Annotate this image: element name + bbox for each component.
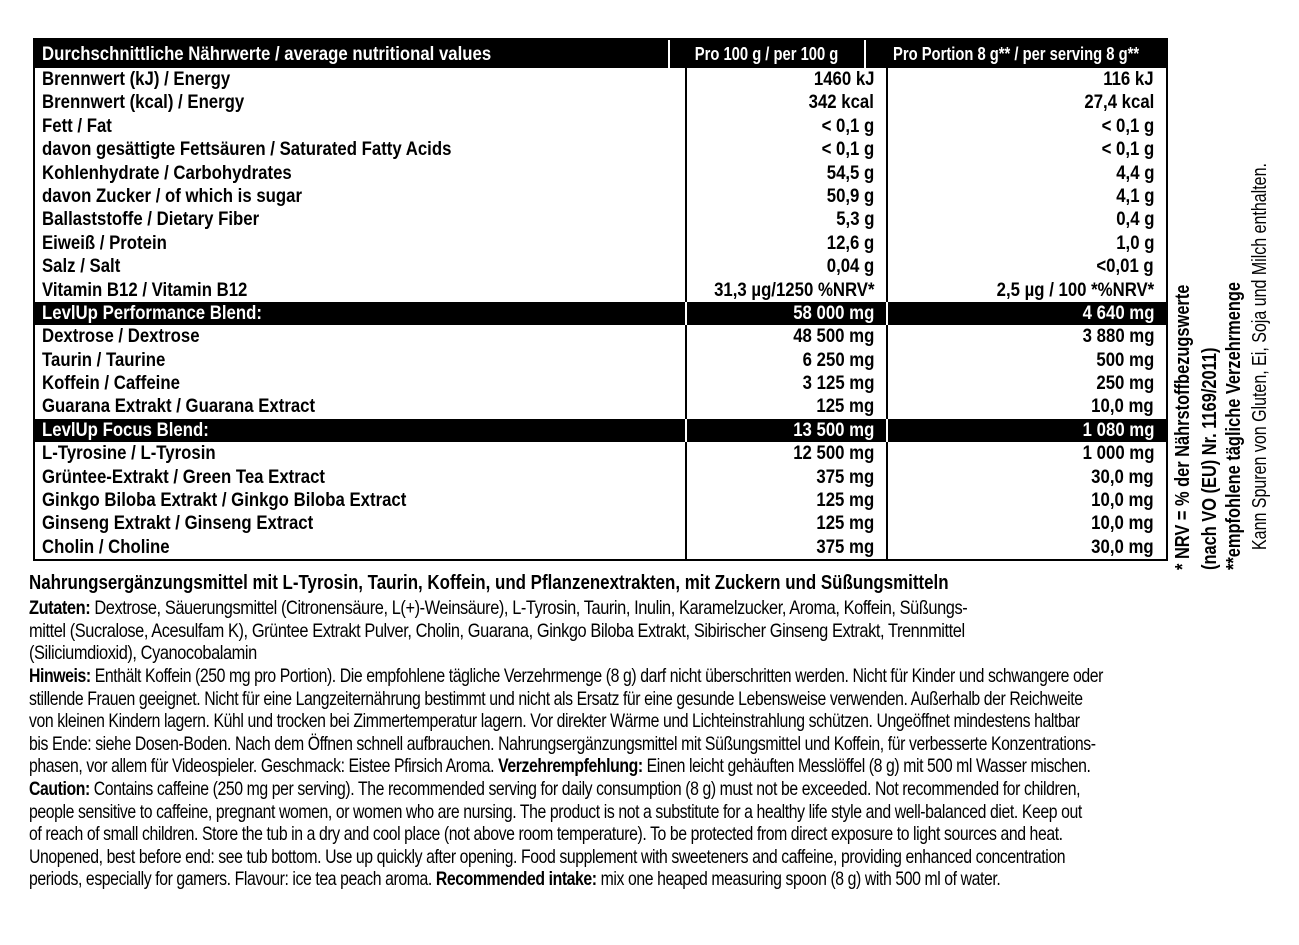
ingredients-line: mittel (Sucralose, Acesulfam K), Grüntee Extrakt Pulver, Cholin, Guarana, Ginkgo Biloba Extrakt, Sibirischer Ginseng Extrakt, Trennmittel: [29, 619, 965, 642]
header-per-100g: Pro 100 g / per 100 g: [668, 40, 864, 68]
ingredient-name: Guarana Extrakt / Guarana Extract: [42, 395, 316, 418]
nutrient-name: Vitamin B12 / Vitamin B12: [42, 278, 248, 301]
ingredients-line: (Siliciumdioxid), Cyanocobalamin: [29, 642, 257, 665]
notice-label: Hinweis:: [29, 665, 91, 687]
ingredients-label: Zutaten:: [29, 597, 91, 619]
table-row: [35, 325, 1166, 348]
ingredient-name: Ginseng Extrakt / Ginseng Extract: [42, 512, 314, 535]
recommended-intake-label: Recommended intake:: [435, 868, 597, 891]
ingredient-name: L-Tyrosine / L-Tyrosin: [42, 442, 216, 465]
ingredient-serving: 30,0 mg: [1091, 465, 1154, 488]
ingredient-serving: 30,0 mg: [1091, 535, 1154, 558]
table-row: [35, 255, 1166, 278]
table-row: [35, 138, 1166, 161]
blend-serving: 4 640 mg: [1082, 301, 1154, 324]
nutrients-group: [35, 68, 1166, 302]
ingredient-per100: 12 500 mg: [792, 442, 874, 465]
nutrient-per100: 0,04 g: [826, 255, 874, 278]
table-row: [35, 162, 1166, 185]
nutrient-per100: 1460 kJ: [813, 68, 874, 90]
nutrient-name: Brennwert (kcal) / Energy: [42, 91, 245, 114]
serving-note: **empfohlene tägliche Verzehrmenge: [1223, 281, 1245, 570]
notice-line: bis Ende: siehe Dosen-Boden. Nach dem Öffnen schnell aufbrauchen. Nahrungsergänzungsmittel mit Süßungsmittel und Koffein, für verbesserte Konzentrations-: [29, 732, 1096, 755]
table-row: [35, 232, 1166, 255]
nutrient-per100: < 0,1 g: [821, 138, 874, 161]
nutrition-table: [33, 38, 1168, 561]
table-row: [35, 91, 1166, 114]
blend-per100: 13 500 mg: [792, 418, 874, 441]
nutrient-name: Eiweiß / Protein: [42, 231, 167, 254]
nutrient-serving: 27,4 kcal: [1084, 91, 1154, 114]
nutrient-per100: < 0,1 g: [821, 114, 874, 137]
nutrient-per100: 54,5 g: [826, 161, 874, 184]
notice-line: stillende Frauen geeignet. Nicht für eine Langzeiternährung bestimmt und nicht als Ersatz für eine gesunde Lebensweise verwenden. Außerhalb der Reichweite: [29, 687, 1083, 710]
recommended-intake-text: mix one heaped measuring spoon (8 g) with 500 ml of water.: [596, 868, 1001, 891]
blend-per100: 58 000 mg: [792, 301, 874, 324]
ingredient-serving: 1 000 mg: [1082, 442, 1154, 465]
blend-title: LevlUp Focus Blend:: [42, 418, 209, 441]
table-row: [35, 489, 1166, 512]
table-row: [35, 208, 1166, 231]
table-row: [35, 512, 1166, 535]
table-row: [35, 185, 1166, 208]
ingredient-per100: 125 mg: [816, 489, 874, 512]
nutrient-per100: 31,3 µg/1250 %NRV*: [713, 278, 874, 301]
nutrient-name: Kohlenhydrate / Carbohydrates: [42, 161, 292, 184]
ingredient-serving: 3 880 mg: [1082, 325, 1154, 348]
ingredient-name: Grüntee-Extrakt / Green Tea Extract: [42, 465, 326, 488]
product-description: Nahrungsergänzungsmittel mit L-Tyrosin, Taurin, Koffein, und Pflanzenextrakten, mit Zuckern und Süßungsmitteln: [29, 572, 949, 594]
header-title: Durchschnittliche Nährwerte / average nutritional values: [42, 43, 492, 65]
nutrient-name: Brennwert (kJ) / Energy: [42, 68, 231, 90]
nutrient-per100: 342 kcal: [808, 91, 874, 114]
recommendation-text: Einen leicht gehäuften Messlöffel (8 g) mit 500 ml Wasser mischen.: [642, 755, 1091, 778]
ingredient-per100: 375 mg: [816, 465, 874, 488]
notice-line: von kleinen Kindern lagern. Kühl und trocken bei Zimmertemperatur lagern. Vor direkter Wärme und Lichteinstrahlung schützen. Ungeöffnet mindestens haltbar: [29, 710, 1080, 733]
ingredient-serving: 10,0 mg: [1091, 512, 1154, 535]
table-row: [35, 68, 1166, 91]
caution-line: periods, especially for gamers. Flavour: ice tea peach aroma.: [29, 868, 436, 891]
nutrient-name: Fett / Fat: [42, 114, 112, 137]
nutrient-per100: 5,3 g: [835, 208, 874, 231]
nutrient-name: davon Zucker / of which is sugar: [42, 184, 303, 207]
caution-line: Contains caffeine (250 mg per serving). The recommended serving for daily consumption (8 g) must not be exceeded. Not recommended for children,: [89, 778, 1081, 800]
ingredients-section: [29, 597, 1279, 665]
table-row: [35, 115, 1166, 138]
table-row: [35, 372, 1166, 395]
nutrient-serving: 116 kJ: [1103, 68, 1154, 90]
recommendation-label: Verzehrempfehlung:: [498, 755, 643, 778]
ingredient-per100: 3 125 mg: [802, 372, 874, 395]
table-row: [35, 536, 1166, 559]
caution-label: Caution:: [29, 778, 90, 800]
ingredient-per100: 125 mg: [816, 395, 874, 418]
table-header: [35, 40, 1166, 68]
performance-blend-header: [35, 302, 1166, 325]
nutrient-serving: 4,1 g: [1115, 184, 1154, 207]
table-row: [35, 279, 1166, 302]
ingredient-per100: 6 250 mg: [802, 348, 874, 371]
nrv-regulation-note: (nach VO (EU) Nr. 1169/2011): [1199, 347, 1221, 570]
ingredient-serving: 500 mg: [1096, 348, 1154, 371]
nutrient-name: Salz / Salt: [42, 255, 121, 278]
nutrient-serving: 2,5 µg / 100 *%NRV*: [996, 278, 1154, 301]
allergen-note: Kann Spuren von Gluten, Ei, Soja und Milch enthalten.: [1249, 163, 1271, 550]
nutrient-serving: < 0,1 g: [1101, 138, 1154, 161]
nutrient-serving: <0,01 g: [1096, 255, 1154, 278]
nutrient-name: davon gesättigte Fettsäuren / Saturated Fatty Acids: [42, 138, 452, 161]
ingredient-per100: 48 500 mg: [792, 325, 874, 348]
ingredients-line: Dextrose, Säuerungsmittel (Citronensäure, L(+)-Weinsäure), L-Tyrosin, Taurin, Inulin, Karamelzucker, Aroma, Koffein, Süßungs-: [90, 597, 968, 619]
nrv-note: * NRV = % der Nährstoffbezugswerte: [1172, 284, 1194, 570]
ingredient-serving: 250 mg: [1096, 372, 1154, 395]
nutrient-serving: 0,4 g: [1115, 208, 1154, 231]
table-row: [35, 466, 1166, 489]
ingredient-name: Cholin / Choline: [42, 535, 170, 558]
blend-title: LevlUp Performance Blend:: [42, 301, 262, 324]
caution-line: Unopened, best before end: see tub bottom. Use up quickly after opening. Food supplement with sweeteners and caffeine, providing enhanced concentration: [29, 845, 1066, 868]
nutrient-serving: < 0,1 g: [1101, 114, 1154, 137]
ingredient-name: Taurin / Taurine: [42, 348, 166, 371]
blend-serving: 1 080 mg: [1082, 418, 1154, 441]
notice-section: [29, 665, 1279, 778]
table-row: [35, 395, 1166, 418]
notice-line: Enthält Koffein (250 mg pro Portion). Die empfohlene tägliche Verzehrmenge (8 g) darf nicht überschritten werden. Nicht für Kinder und schwangere oder: [90, 665, 1104, 687]
ingredient-name: Ginkgo Biloba Extrakt / Ginkgo Biloba Extract: [42, 489, 407, 512]
notice-line: phasen, vor allem für Videospieler. Geschmack: Eistee Pfirsich Aroma.: [29, 755, 499, 778]
caution-line: of reach of small children. Store the tub in a dry and cool place (not above room temperature). To be protected from direct exposure to light sources and heat.: [29, 823, 1063, 846]
nutrient-per100: 12,6 g: [826, 231, 874, 254]
ingredient-serving: 10,0 mg: [1091, 395, 1154, 418]
table-row: [35, 442, 1166, 465]
ingredient-serving: 10,0 mg: [1091, 489, 1154, 512]
caution-section: [29, 778, 1279, 891]
nutrient-serving: 1,0 g: [1115, 231, 1154, 254]
nutrient-name: Ballaststoffe / Dietary Fiber: [42, 208, 260, 231]
table-row: [35, 349, 1166, 372]
ingredient-name: Koffein / Caffeine: [42, 372, 180, 395]
ingredient-per100: 375 mg: [816, 535, 874, 558]
ingredient-per100: 125 mg: [816, 512, 874, 535]
nutrient-per100: 50,9 g: [826, 184, 874, 207]
nutrient-serving: 4,4 g: [1115, 161, 1154, 184]
header-per-serving: Pro Portion 8 g** / per serving 8 g**: [864, 40, 1166, 68]
focus-blend-header: [35, 419, 1166, 442]
caution-line: people sensitive to caffeine, pregnant women, or women who are nursing. The product is not a substitute for a healthy life style and well-balanced diet. Keep out: [29, 800, 1082, 823]
ingredient-name: Dextrose / Dextrose: [42, 325, 200, 348]
